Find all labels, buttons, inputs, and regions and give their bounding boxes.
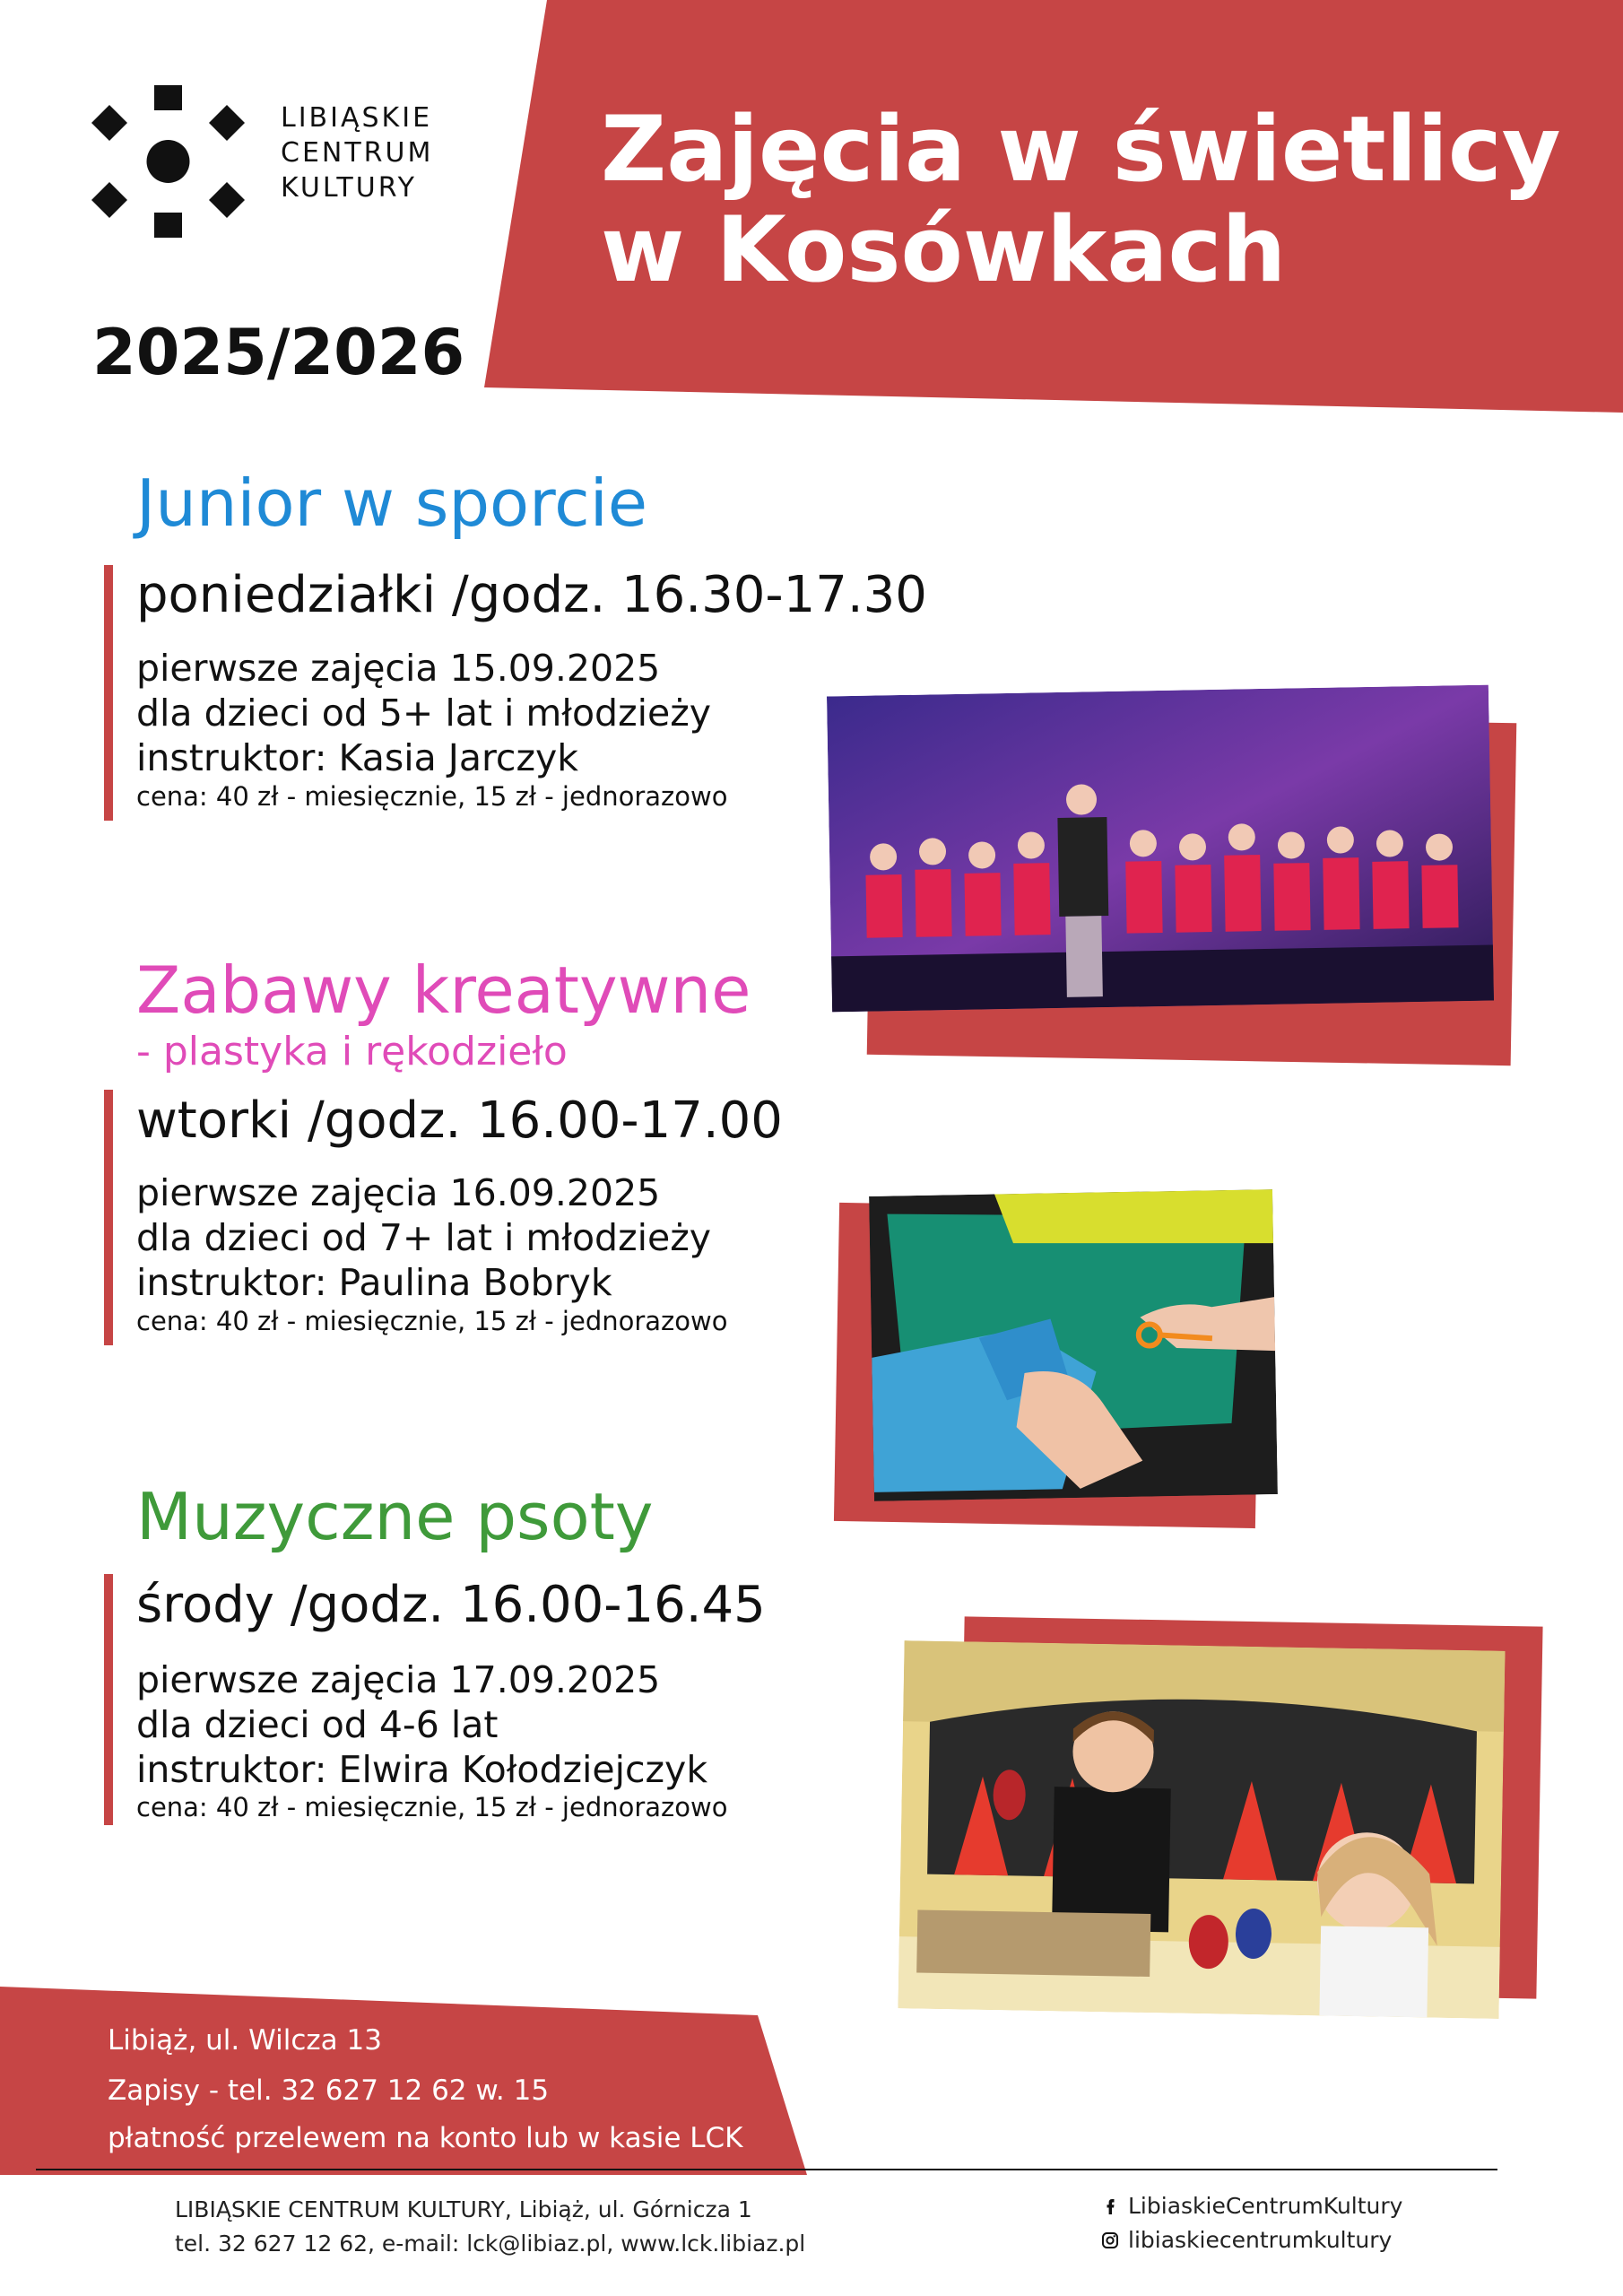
activity-title: Muzyczne psoty [136, 1479, 654, 1554]
activity-schedule: środy /godz. 16.00-16.45 [136, 1576, 766, 1634]
activity-title: Junior w sporcie [136, 465, 647, 541]
footer-address: Libiąż, ul. Wilcza 13 [108, 2024, 382, 2057]
audience: dla dzieci od 7+ lat i młodzieży [136, 1216, 711, 1259]
audience: dla dzieci od 5+ lat i młodzieży [136, 691, 711, 735]
headline-line-1: Zajęcia w świetlicy [601, 96, 1561, 202]
instructor: instruktor: Paulina Bobryk [136, 1261, 612, 1304]
instructor: instruktor: Kasia Jarczyk [136, 736, 578, 779]
activity-schedule: poniedziałki /godz. 16.30-17.30 [136, 566, 927, 624]
instagram-link[interactable] [1101, 2227, 1392, 2253]
lck-logo-icon [90, 85, 247, 238]
activity-title: Zabawy kreatywne [136, 952, 751, 1028]
activity-rule [104, 1574, 113, 1825]
activity-schedule: wtorki /godz. 16.00-17.00 [136, 1091, 783, 1150]
headline-line-2: w Kosówkach [601, 196, 1287, 302]
crafts-photo [869, 1189, 1278, 1501]
first-class-date: pierwsze zajęcia 17.09.2025 [136, 1658, 661, 1701]
org-contact[interactable]: tel. 32 627 12 62, e-mail: lck@libiaz.pl, www.lck.libiaz.pl [175, 2231, 806, 2257]
audience: dla dzieci od 4-6 lat [136, 1703, 499, 1746]
logo-line: KULTURY [281, 172, 417, 204]
logo-wordmark [281, 100, 433, 205]
logo-line: CENTRUM [281, 137, 434, 169]
activity-details [136, 1170, 711, 1305]
org-address: LIBIĄSKIE CENTRUM KULTURY, Libiąż, ul. Górnicza 1 [175, 2196, 752, 2222]
activity-price: cena: 40 zł - miesięcznie, 15 zł - jednorazowo [136, 1306, 728, 1336]
footer-signup: Zapisy - tel. 32 627 12 62 w. 15 [108, 2074, 550, 2107]
activity-price: cena: 40 zł - miesięcznie, 15 zł - jednorazowo [136, 1792, 728, 1822]
activity-details [136, 646, 711, 780]
activity-details [136, 1657, 707, 1792]
dance-class-photo [827, 685, 1494, 1013]
first-class-date: pierwsze zajęcia 15.09.2025 [136, 647, 661, 690]
facebook-icon [1101, 2197, 1119, 2215]
facebook-handle: LibiaskieCentrumKultury [1128, 2193, 1403, 2219]
instagram-icon [1101, 2231, 1119, 2249]
logo-line: LIBIĄSKIE [281, 102, 433, 134]
instagram-handle: libiaskiecentrumkultury [1128, 2227, 1393, 2253]
first-class-date: pierwsze zajęcia 16.09.2025 [136, 1171, 661, 1214]
facebook-link[interactable] [1101, 2193, 1402, 2219]
activity-subtitle: - plastyka i rękodzieło [136, 1029, 568, 1074]
activity-rule [104, 1090, 113, 1345]
footer-payment: płatność przelewem na konto lub w kasie LCK [108, 2122, 743, 2154]
footer-divider [36, 2169, 1497, 2170]
footer-organization [175, 2193, 805, 2261]
headline [601, 96, 1561, 302]
music-class-photo [898, 1640, 1505, 2019]
instructor: instruktor: Elwira Kołodziejczyk [136, 1748, 708, 1791]
activity-price: cena: 40 zł - miesięcznie, 15 zł - jednorazowo [136, 781, 728, 812]
season-label: 2025/2026 [92, 316, 465, 389]
activity-rule [104, 565, 113, 821]
